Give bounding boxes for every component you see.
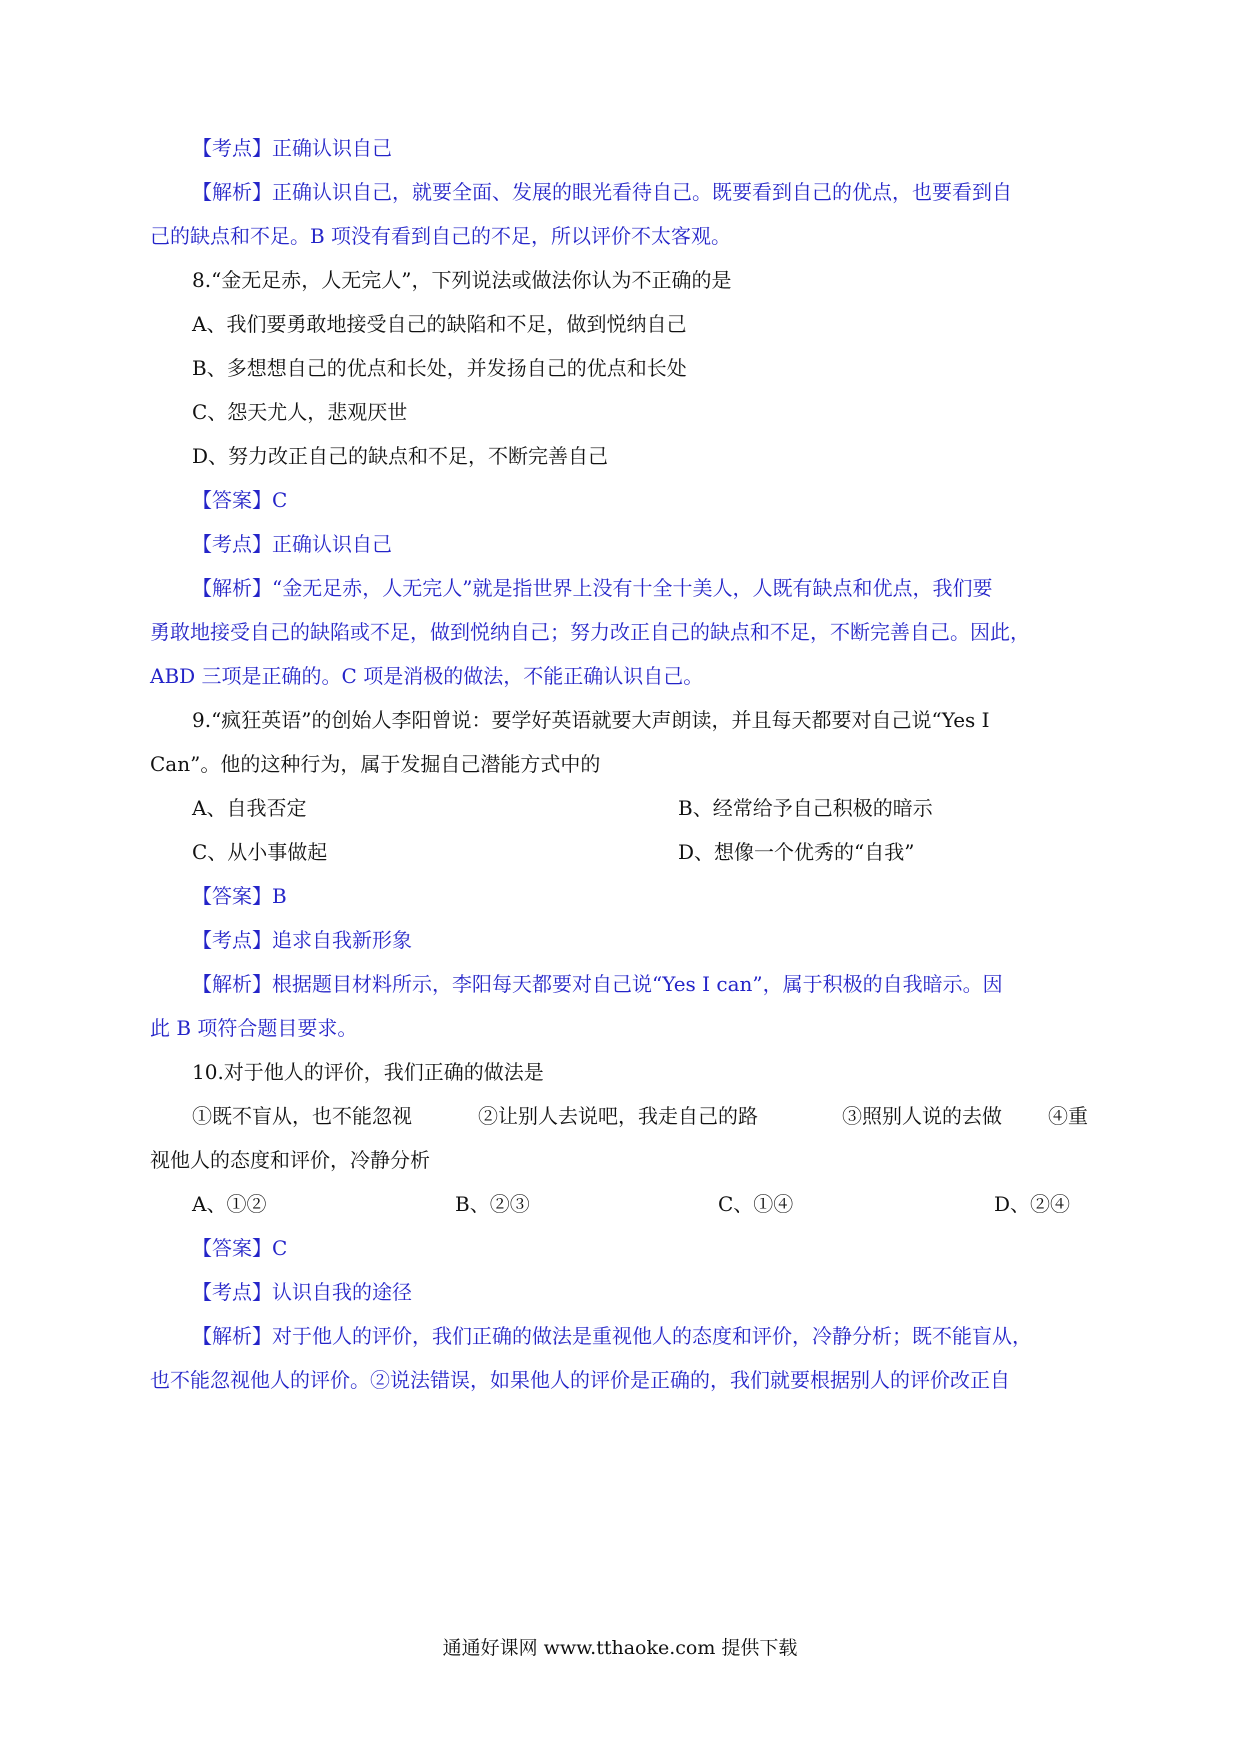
page-footer: 通通好课网 www.tthaoke.com 提供下载 (442, 1637, 798, 1659)
q10-jiexi-line1 (192, 1321, 1142, 1351)
kaodian-tag: 【考点】 (192, 928, 272, 952)
q7-kaodian (192, 133, 1142, 163)
q7-jiexi-line1 (192, 177, 1142, 207)
q9-option-a: A、自我否定 (192, 796, 307, 820)
kaodian-text: 正确认识自己 (272, 136, 392, 160)
jiexi-text: 正确认识自己，就要全面、发展的眼光看待自己。既要看到自己的优点，也要看到自 (272, 180, 1012, 204)
q8-jiexi-line2: 勇敢地接受自己的缺陷或不足，做到悦纳自己；努力改正自己的缺点和不足，不断完善自己。因此， (150, 620, 1030, 644)
jiexi-tag: 【解析】 (192, 1324, 272, 1348)
kaodian-tag: 【考点】 (192, 136, 272, 160)
jiexi-tag: 【解析】 (192, 972, 272, 996)
q9-jiexi-line1 (192, 969, 1142, 999)
kaodian-text: 正确认识自己 (272, 532, 392, 556)
q10-answer (192, 1233, 1142, 1263)
q9-option-d: D、想像一个优秀的“自我” (678, 840, 915, 864)
q9-answer (192, 881, 1142, 911)
jiexi-text: “金无足赤，人无完人”就是指世界上没有十全十美人，人既有缺点和优点，我们要 (272, 576, 993, 600)
answer-tag: 【答案】 (192, 1236, 272, 1260)
q9-stem-line1: 9.“疯狂英语”的创始人李阳曾说：要学好英语就要大声朗读，并且每天都要对自己说“Yes I (192, 708, 990, 732)
q8-option-c: C、怨天尤人，悲观厌世 (192, 400, 408, 424)
q10-option-a: A、①② (192, 1192, 267, 1216)
q8-option-a: A、我们要勇敢地接受自己的缺陷和不足，做到悦纳自己 (192, 312, 687, 336)
q8-option-d: D、努力改正自己的缺点和不足，不断完善自己 (192, 444, 609, 468)
q10-jiexi-line2: 也不能忽视他人的评价。②说法错误，如果他人的评价是正确的，我们就要根据别人的评价改正自 (150, 1368, 1010, 1392)
answer-text: B (272, 884, 287, 908)
q9-option-c: C、从小事做起 (192, 840, 328, 864)
answer-text: C (272, 1236, 288, 1260)
answer-tag: 【答案】 (192, 488, 272, 512)
jiexi-tag: 【解析】 (192, 576, 272, 600)
q7-jiexi-line2: 己的缺点和不足。B 项没有看到自己的不足，所以评价不太客观。 (150, 224, 732, 248)
q8-answer (192, 485, 1142, 515)
answer-text: C (272, 488, 288, 512)
q9-option-b: B、经常给予自己积极的暗示 (678, 796, 933, 820)
q10-statement-1: ①既不盲从，也不能忽视 (192, 1104, 412, 1128)
q10-option-b: B、②③ (455, 1192, 530, 1216)
q10-statement-3: ③照别人说的去做 (842, 1104, 1002, 1128)
q8-option-b: B、多想想自己的优点和长处，并发扬自己的优点和长处 (192, 356, 687, 380)
q10-option-d: D、②④ (994, 1192, 1071, 1216)
q8-stem: 8.“金无足赤，人无完人”，下列说法或做法你认为不正确的是 (192, 268, 732, 292)
jiexi-text: 对于他人的评价，我们正确的做法是重视他人的态度和评价，冷静分析；既不能盲从， (272, 1324, 1032, 1348)
q9-kaodian (192, 925, 1142, 955)
answer-tag: 【答案】 (192, 884, 272, 908)
q9-stem-line2: Can”。他的这种行为，属于发掘自己潜能方式中的 (150, 752, 601, 776)
q10-stem: 10.对于他人的评价，我们正确的做法是 (192, 1060, 544, 1084)
q10-statement-2: ②让别人去说吧，我走自己的路 (478, 1104, 758, 1128)
q9-jiexi-line2: 此 B 项符合题目要求。 (150, 1016, 358, 1040)
q8-jiexi-line3: ABD 三项是正确的。C 项是消极的做法，不能正确认识自己。 (150, 664, 704, 688)
jiexi-text: 根据题目材料所示，李阳每天都要对自己说“Yes I can”，属于积极的自我暗示。因 (272, 972, 1003, 996)
q10-kaodian (192, 1277, 1142, 1307)
jiexi-tag: 【解析】 (192, 180, 272, 204)
kaodian-text: 追求自我新形象 (272, 928, 412, 952)
q10-statement-4: ④重 (1048, 1104, 1088, 1128)
q8-jiexi-line1 (192, 573, 1142, 603)
kaodian-text: 认识自我的途径 (272, 1280, 412, 1304)
kaodian-tag: 【考点】 (192, 1280, 272, 1304)
kaodian-tag: 【考点】 (192, 532, 272, 556)
q8-kaodian (192, 529, 1142, 559)
q10-statement-line2: 视他人的态度和评价，冷静分析 (150, 1148, 430, 1172)
q10-option-c: C、①④ (718, 1192, 794, 1216)
